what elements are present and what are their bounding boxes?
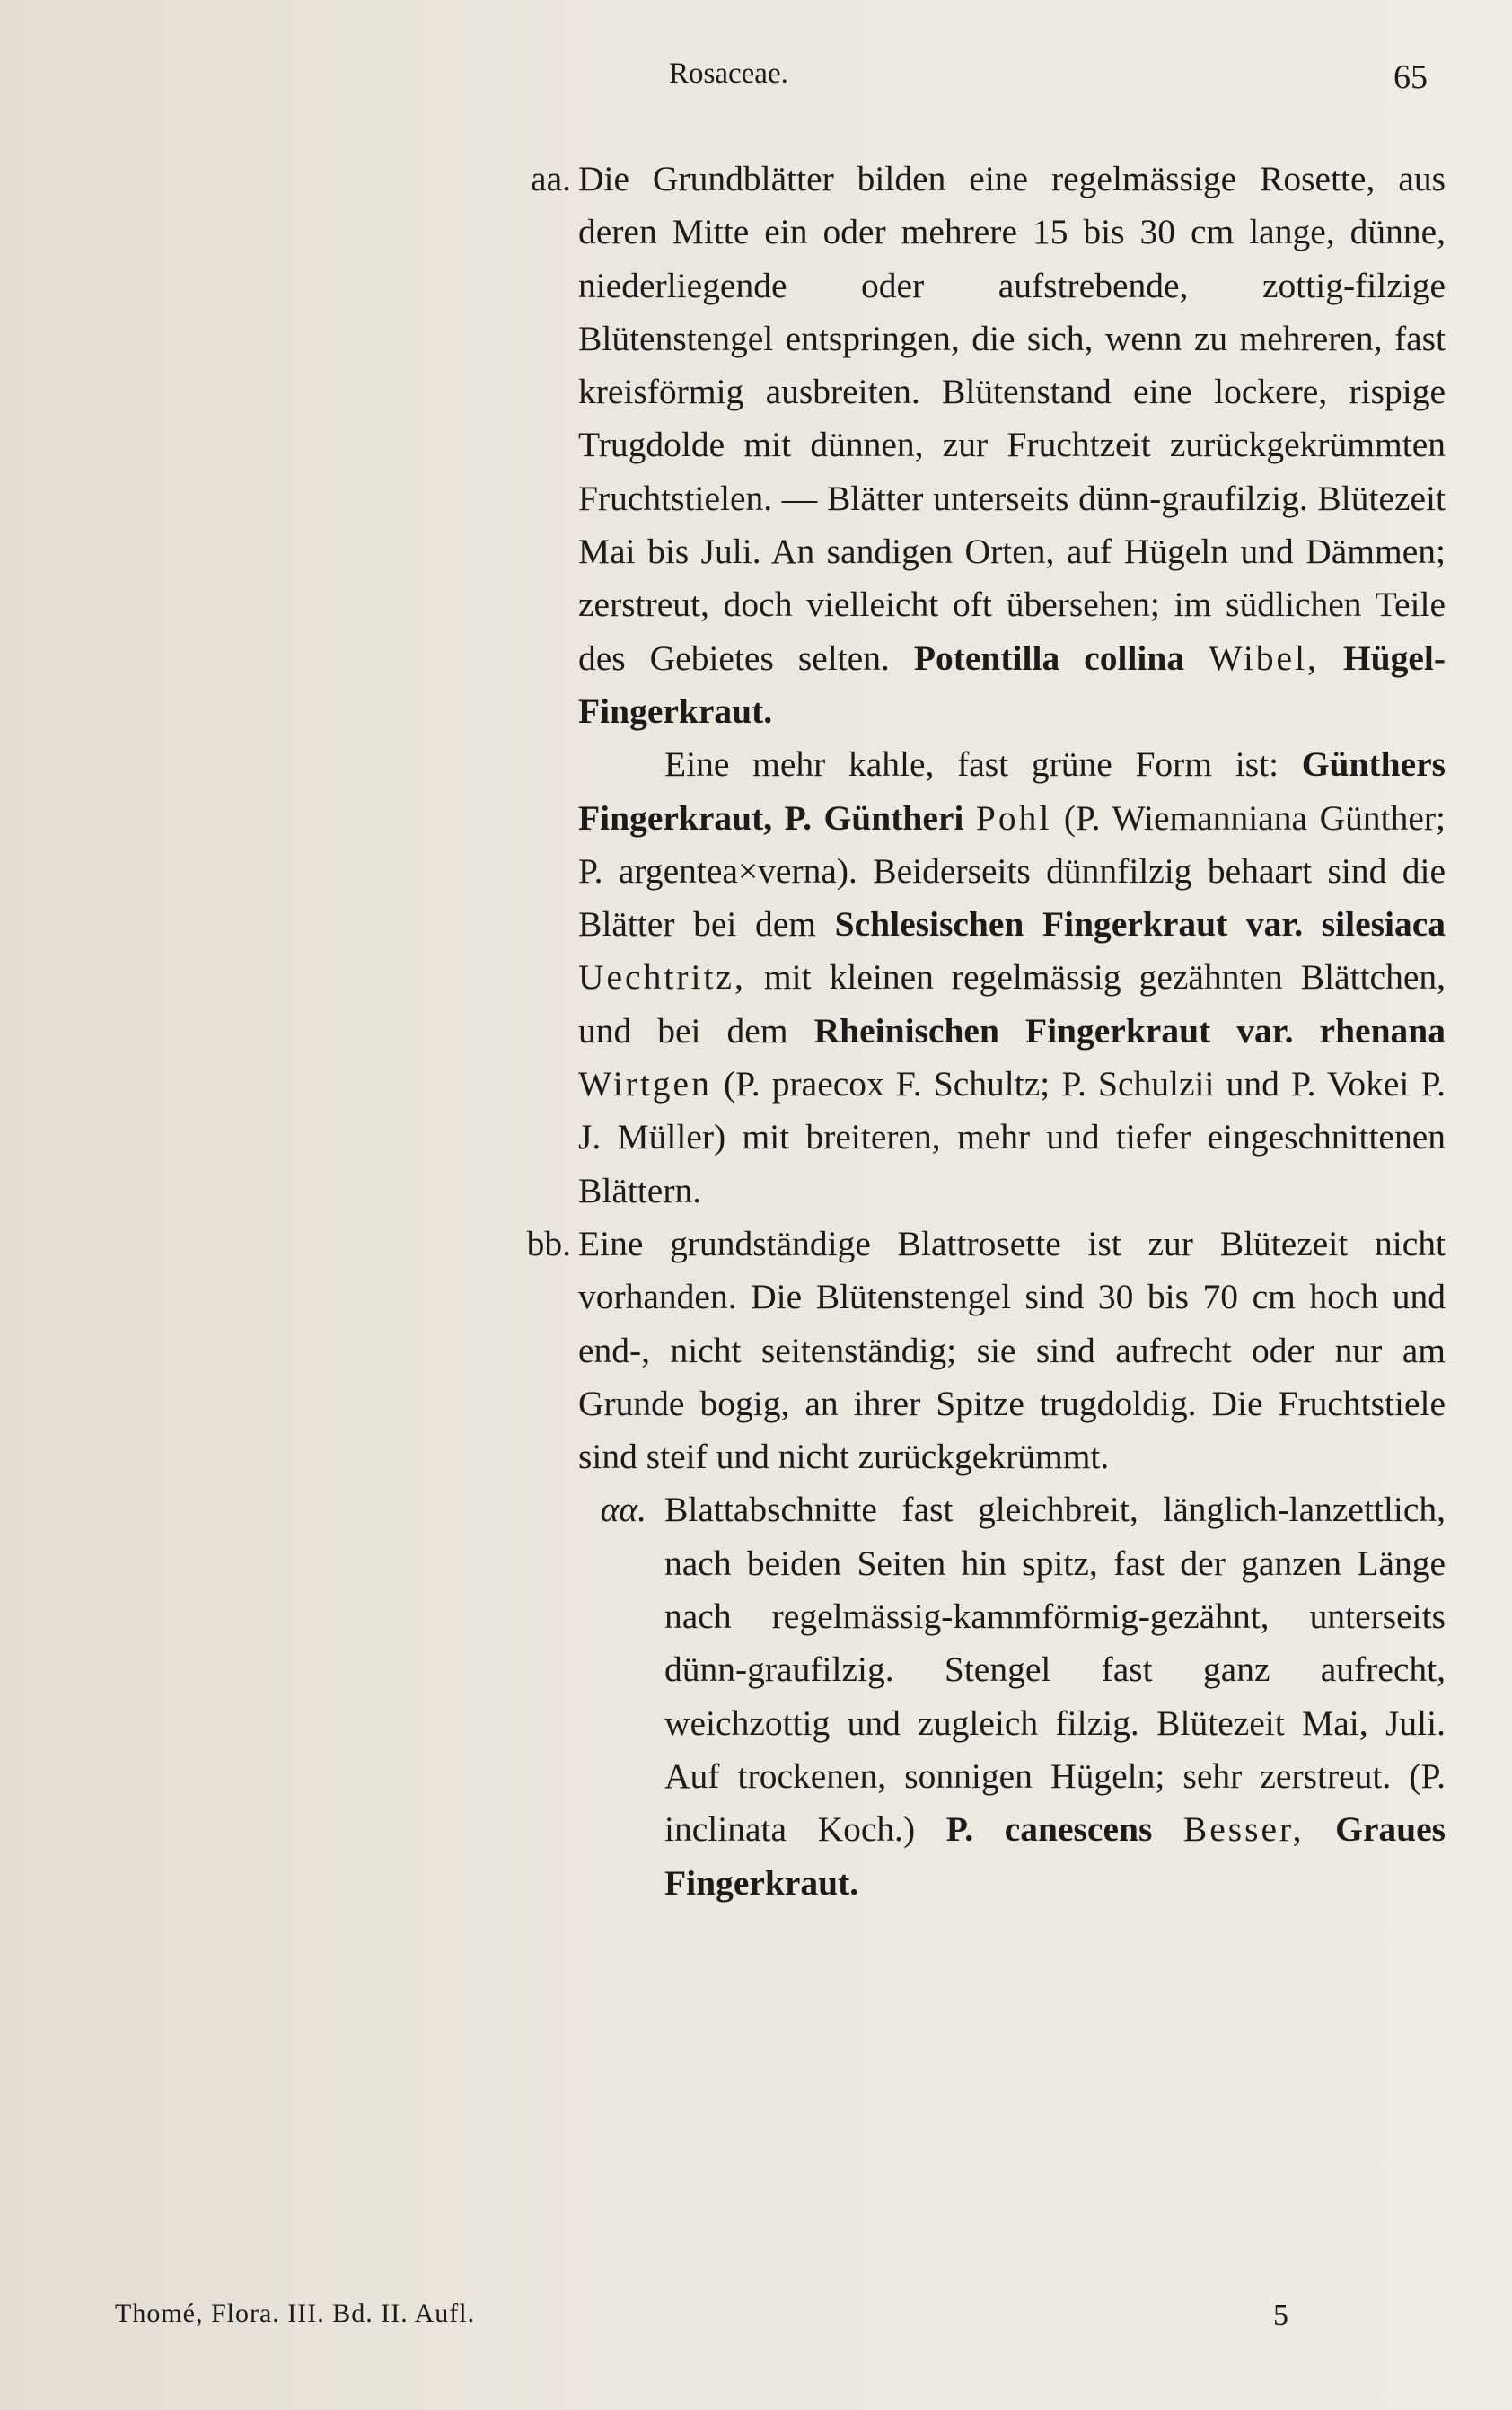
section-title: Rosaceae. (669, 57, 788, 90)
entry-paragraph (578, 153, 1446, 738)
variety-description: mit kleinen regelmässig gezähnten Blättchen, und bei dem (578, 957, 1446, 1051)
description-text: Die Grundblätter bilden eine regelmässige Rosette, aus deren Mitte ein oder mehrere 15 bis 30 cm lange, dünne, niederliegende oder aufstrebende, zottig-filzige Blütenstengel entspringen, die sich, wenn zu mehreren, fast kreisförmig ausbreiten. Blütenstand eine lockere, rispige Trugdolde mit dünnen, zur Fruchtzeit zurückgekrümmten Fruchtstielen. — Blätter unterseits dünn-graufilzig. Blütezeit Mai bis Juli. An sandigen Orten, auf Hügeln und Dämmen; zerstreut, doch vielleicht oft übersehen; im südlichen Teile des Gebietes selten. (578, 159, 1446, 678)
variety-author: Uechtritz, (578, 957, 746, 998)
species-author: Besser, (1182, 1809, 1305, 1850)
signature-mark: 5 (1273, 2299, 1288, 2332)
entry-paragraph: Eine grundständige Blattrosette ist zur Blütezeit nicht vorhanden. Die Blütenstengel sind 30 bis 70 cm hoch und end-, nicht seitenständig; sie sind aufrecht oder nur am Grunde bogig, an ihrer Spitze trugdoldig. Die Fruchtstiele sind steif und nicht zurückgekrümmt. (578, 1223, 1446, 1477)
entry-bb (526, 1218, 1446, 1910)
main-text (503, 153, 1446, 1910)
book-citation: Thomé, Flora. III. Bd. II. Aufl. (115, 2299, 476, 2328)
subentry-alpha (600, 1483, 1446, 1909)
common-name: Graues Fingerkraut. (664, 1809, 1446, 1903)
variant-intro: Eine mehr kahle, fast grüne Form ist: (664, 744, 1279, 785)
variety-author: Wirtgen (578, 1064, 712, 1104)
page-footer (0, 2299, 1512, 2338)
variant-author: Pohl (975, 797, 1052, 838)
variant-name: Günthers Fingerkraut, P. Güntheri (578, 744, 1446, 838)
entry-marker: aa. (531, 159, 571, 198)
subentry-paragraph (664, 1483, 1446, 1909)
variety-description: (P. praecox F. Schultz; P. Schulzii und P. Vokei P. J. Müller) mit breiteren, mehr und tiefer eingeschnittenen Blättern. (578, 1064, 1446, 1210)
variant-synonyms: (P. Wiemanniana Günther; P. argentea×verna). Beiderseits dünnfilzig behaart sind die Blätter bei dem (578, 797, 1446, 945)
entry-aa (531, 153, 1446, 1218)
entry-marker: bb. (526, 1223, 571, 1263)
variety-name: Schlesischen Fingerkraut var. silesiaca (834, 904, 1446, 945)
variant-paragraph (578, 738, 1446, 1218)
species-name: Potentilla collina (913, 638, 1185, 678)
description-text: Blattabschnitte fast gleichbreit, länglich-lanzettlich, nach beiden Seiten hin spitz, fast der ganzen Länge nach regelmässig-kammförmig-gezähnt, unterseits dünn-graufilzig. Stengel fast ganz aufrecht, weichzottig und zugleich filzig. Blütezeit Mai, Juli. Auf trockenen, sonnigen Hügeln; sehr zerstreut. (P. inclinata Koch.) (664, 1490, 1446, 1850)
species-name: P. canescens (945, 1809, 1153, 1850)
running-header (0, 57, 1512, 102)
common-name: Hügel-Fingerkraut. (578, 638, 1446, 731)
variety-name: Rheinischen Fingerkraut var. rhenana (813, 1010, 1446, 1051)
page-number: 65 (1393, 58, 1428, 96)
species-author: Wibel, (1209, 638, 1319, 678)
subentry-marker: αα. (600, 1490, 646, 1530)
